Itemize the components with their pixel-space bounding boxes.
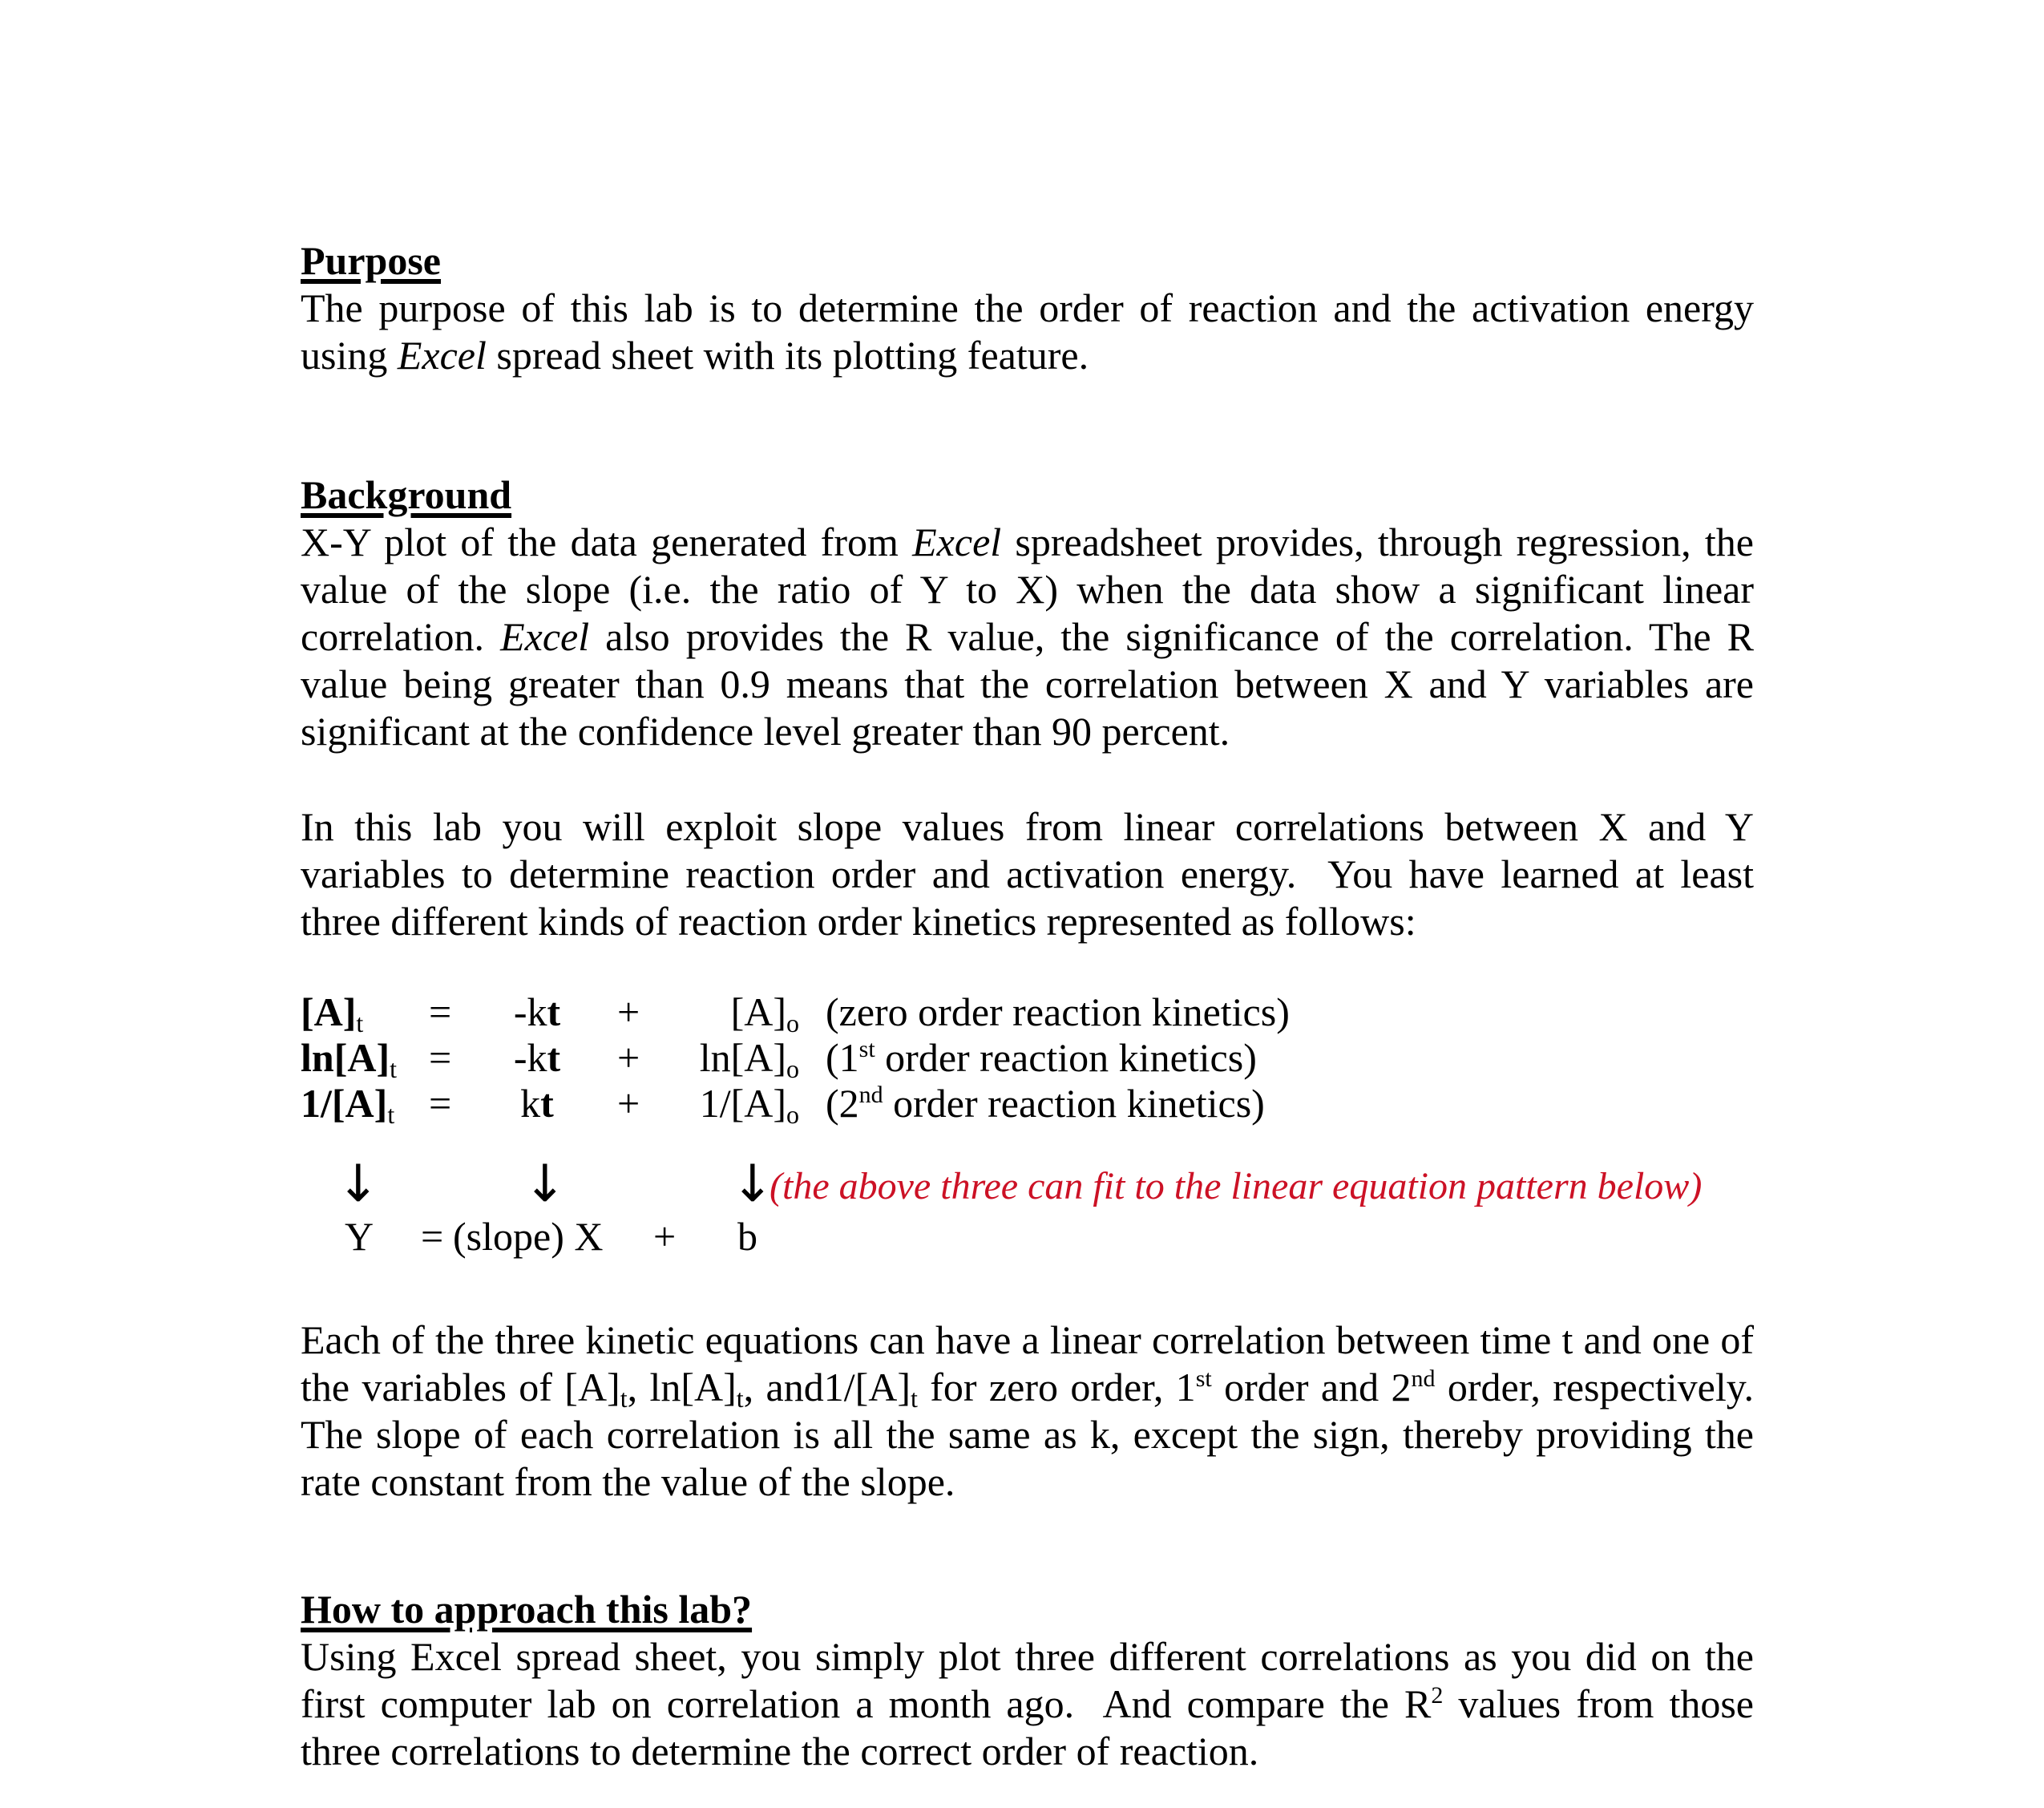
equation-lhs: $[A]_t$: [301, 989, 364, 1037]
purpose-heading-text: Purpose: [301, 238, 441, 283]
howto-paragraph: Using Excel spread sheet, you simply plot three different correlations as you did on the first computer lab on correlation a month ago. And compare the $R^2$ values from those three correlations to determine the correct order of reaction.: [301, 1634, 1755, 1774]
down-arrow-icon: ↓: [731, 1155, 774, 1214]
down-arrow-icon: ↓: [523, 1155, 567, 1214]
excel-italic: Excel: [912, 520, 1002, 564]
kinetics-explanation-paragraph: Each of the three kinetic equations can have a linear correlation between time t and one of the variables of $[A]_t$, $\ln[A]_t$, $and1/[A]_t$ for zero order, 1st order and 2nd order, respectively. The slope of each correlation is all the same as k, except the sign, thereby providing the rate constant from the value of the slope.: [301, 1317, 1755, 1504]
plus-sign: +: [653, 1214, 677, 1259]
linear-equation-row: [301, 1213, 1754, 1260]
equation-description: (zero order reaction kinetics): [826, 989, 1290, 1034]
equation-description: (2nd order reaction kinetics): [826, 1081, 1265, 1126]
intercept-term: $\ln[A]_o$: [699, 1035, 799, 1083]
slope-term: kt: [520, 1081, 554, 1126]
plus-sign: +: [617, 1035, 640, 1080]
equation-description: (1st order reaction kinetics): [826, 1035, 1257, 1080]
second-order-equation-row: [301, 1081, 1754, 1129]
background-section-heading: [301, 471, 1754, 519]
intercept-b: b: [737, 1214, 757, 1259]
kinetics-equations-block: [301, 989, 1754, 1129]
purpose-paragraph: [301, 285, 1754, 379]
background-text-3: also provides the R value, the significance of the correlation. The R value being greater than 0.9 means that the correlation between X and Y variables are significant at the confidence level greater than 90 percent.: [301, 614, 1754, 754]
purpose-text-2: spread sheet with its plotting feature.: [486, 333, 1089, 378]
intercept-term: $1/[A]_o$: [699, 1081, 799, 1129]
zero-order-equation-row: [301, 989, 1754, 1035]
background-paragraph-2: In this lab you will exploit slope values from linear correlations between X and Y variables to determine reaction order and activation energy. You have learned at least three different kinds of reaction order kinetics represented as follows:: [301, 804, 1754, 944]
background-heading-text: Background: [301, 472, 512, 517]
purpose-text-1: The purpose of this lab is to determine the order of reaction and the activation energy using: [301, 285, 1754, 378]
equals-sign: =: [429, 989, 452, 1034]
plus-sign: +: [617, 989, 640, 1034]
plus-sign: +: [617, 1081, 640, 1126]
mapping-arrows-row: [301, 1136, 1754, 1213]
excel-italic: Excel: [397, 333, 487, 378]
slope-x-term: (slope) X: [453, 1214, 604, 1259]
equals-sign: =: [429, 1035, 452, 1080]
equals-sign: =: [429, 1081, 452, 1126]
y-variable: Y: [345, 1214, 374, 1259]
howto-heading-text: How to approach this lab?: [301, 1587, 753, 1632]
howto-section-heading: [301, 1586, 1754, 1633]
equals-sign: =: [421, 1214, 444, 1259]
first-order-equation-row: [301, 1035, 1754, 1081]
equation-lhs: $1/[A]_t$: [301, 1081, 395, 1129]
intercept-term: $[A]_o$: [730, 989, 799, 1037]
linear-pattern-note: (the above three can fit to the linear equation pattern below): [770, 1165, 1703, 1208]
background-paragraph-1: [301, 519, 1754, 755]
slope-term: -kt: [513, 1035, 561, 1080]
purpose-section-heading: [301, 237, 1754, 285]
background-text-1: X-Y plot of the data generated from: [301, 520, 913, 564]
equation-lhs: $\ln[A]_t$: [301, 1035, 397, 1083]
excel-italic: Excel: [500, 614, 590, 659]
down-arrow-icon: ↓: [337, 1155, 380, 1214]
page-content: [301, 237, 1754, 1775]
background-text-2: spreadsheet provides, through regression, the value of the slope (i.e. the ratio of Y to X) when the data show a significant linear correlation.: [301, 520, 1754, 659]
slope-term: -kt: [513, 989, 561, 1034]
